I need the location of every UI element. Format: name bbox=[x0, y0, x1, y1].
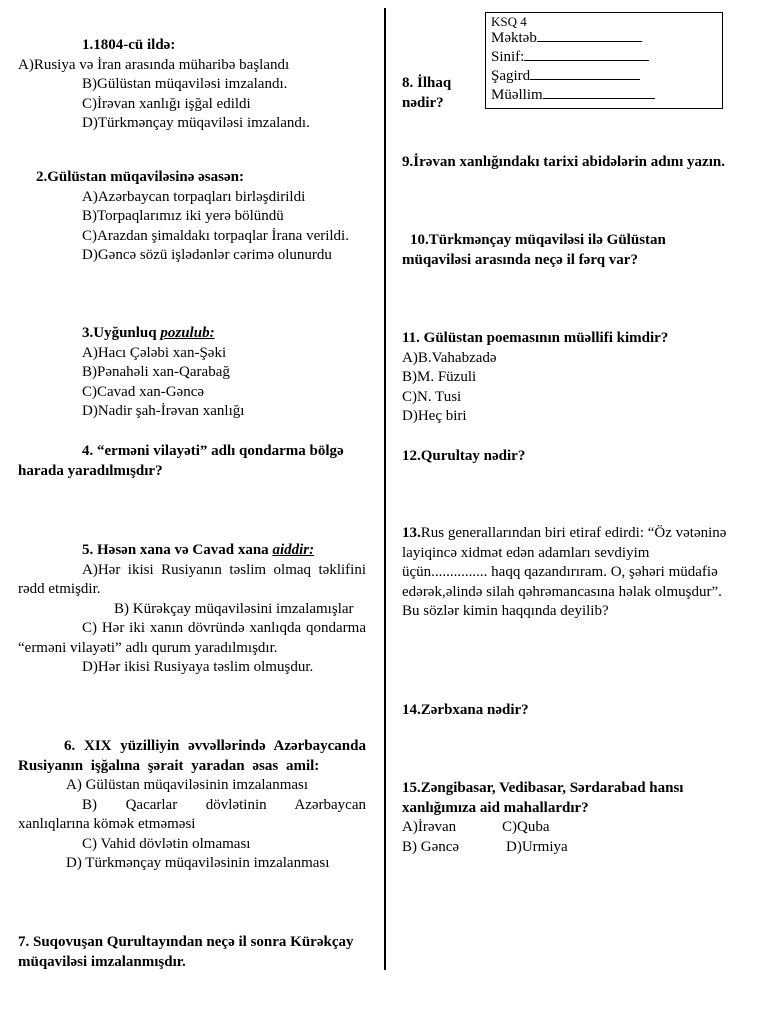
question-title: 5. Həsən xana və Cavad xana aiddir: bbox=[82, 542, 315, 558]
option-a[interactable]: A)Rusiya və İran arasında müharibə başlandı bbox=[18, 56, 290, 73]
question-2 bbox=[18, 168, 366, 266]
option-d[interactable]: D)Heç biri bbox=[402, 408, 467, 424]
option-d[interactable]: D) Türkmənçay müqaviləsinin imzalanması bbox=[66, 855, 330, 871]
student-field[interactable]: Şagird bbox=[491, 67, 717, 86]
option-d[interactable]: D)Hər ikisi Rusiyaya təslim olmuşdur. bbox=[82, 659, 314, 675]
option-b[interactable]: B) Gəncə bbox=[402, 838, 460, 855]
teacher-field[interactable]: Müəllim bbox=[491, 86, 717, 105]
question-title: 6. XIX yüzilliyin əvvəllərində Azərbaycanda Rusiyanın işğalına şərait yaradan əsas amil: bbox=[18, 738, 366, 774]
option-d[interactable]: D)Nadir şah-İrəvan xanlığı bbox=[82, 403, 245, 419]
option-d[interactable]: D)Urmiya bbox=[506, 838, 568, 855]
question-15 bbox=[402, 779, 732, 857]
option-b[interactable]: B)Torpaqlarımız iki yerə bölündü bbox=[82, 208, 284, 224]
option-b[interactable]: B) Kürəkçay müqaviləsini imzalamışlar bbox=[114, 600, 354, 617]
school-field[interactable]: Məktəb bbox=[491, 29, 717, 48]
question-1 bbox=[18, 36, 366, 134]
question-title-emphasis: aiddir: bbox=[272, 542, 315, 558]
question-title: 4. “erməni vilayəti” adlı qondarma bölgə harada yaradılmışdır? bbox=[18, 443, 344, 479]
question-title: 15.Zəngibasar, Vedibasar, Sərdarabad hansı xanlığımıza aid mahallardır? bbox=[402, 780, 684, 816]
question-12 bbox=[402, 447, 732, 467]
class-field[interactable]: Sinif: bbox=[491, 48, 717, 67]
question-title: 8. İlhaq nədir? bbox=[402, 75, 452, 111]
option-b[interactable]: B)Gülüstan müqaviləsi imzalandı. bbox=[82, 76, 288, 92]
option-c[interactable]: C)İrəvan xanlığı işğal edildi bbox=[82, 95, 251, 112]
option-c[interactable]: C) Vahid dövlətin olmaması bbox=[82, 835, 251, 852]
option-c[interactable]: C)Cavad xan-Gəncə bbox=[82, 383, 205, 400]
option-a[interactable]: A)Hər ikisi Rusiyanın təslim olmaq təklifini rədd etmişdir. bbox=[18, 561, 366, 597]
option-a[interactable]: A) Gülüstan müqaviləsinin imzalanması bbox=[66, 777, 309, 793]
question-11 bbox=[402, 329, 732, 427]
options-row-1 bbox=[402, 818, 732, 838]
question-title-emphasis: pozulub: bbox=[160, 325, 215, 341]
option-c[interactable]: C)Arazdan şimaldakı torpaqlar İrana verildi. bbox=[82, 227, 349, 244]
question-9 bbox=[402, 153, 732, 173]
test-code: KSQ 4 bbox=[491, 14, 527, 29]
question-title: 3.Uyğunluq pozulub: bbox=[82, 325, 215, 341]
question-title: 9.İrəvan xanlığındakı tarixi abidələrin adını yazın. bbox=[402, 154, 725, 170]
option-b[interactable]: B)Pənahəli xan-Qarabağ bbox=[82, 364, 230, 380]
question-title: 10.Türkmənçay müqaviləsi ilə Gülüstan müqaviləsi arasında neçə il fərq var? bbox=[402, 232, 666, 268]
option-a[interactable]: A)B.Vahabzadə bbox=[402, 349, 497, 366]
question-14 bbox=[402, 701, 732, 721]
column-divider bbox=[384, 8, 386, 970]
option-a[interactable]: A)Azərbaycan torpaqları birləşdirildi bbox=[82, 188, 306, 205]
question-10 bbox=[402, 231, 732, 270]
options-row-2 bbox=[402, 838, 732, 858]
option-d[interactable]: D)Türkmənçay müqaviləsi imzalandı. bbox=[82, 115, 310, 131]
option-d[interactable]: D)Gəncə sözü işlədənlər cərimə olunurdu bbox=[82, 247, 332, 263]
question-5 bbox=[18, 541, 366, 678]
question-8 bbox=[402, 74, 462, 113]
question-3 bbox=[18, 324, 366, 422]
option-c[interactable]: C)Quba bbox=[502, 819, 550, 835]
question-7 bbox=[18, 933, 366, 972]
question-title: 12.Qurultay nədir? bbox=[402, 448, 526, 464]
question-4 bbox=[18, 442, 366, 481]
question-title: 1.1804-cü ildə: bbox=[82, 37, 176, 53]
question-title: 2.Gülüstan müqaviləsinə əsasən: bbox=[36, 169, 244, 185]
question-6 bbox=[18, 737, 366, 874]
option-c[interactable]: C) Hər iki xanın dövründə xanlıqda qondarma “erməni vilayəti” adlı qurum yaradılmışdır. bbox=[18, 620, 366, 656]
option-c[interactable]: C)N. Tusi bbox=[402, 388, 462, 405]
question-title: 14.Zərbxana nədir? bbox=[402, 702, 529, 718]
question-title: 7. Suqovuşan Qurultayından neçə il sonra Kürəkçay müqaviləsi imzalanmışdır. bbox=[18, 934, 354, 970]
question-text: 13.Rus generallarından biri etiraf edirdi: “Öz vətəninə layiqincə xidmət edən adamları sevdiyim üçün............... haqq qazandırıram. O, şəhəri müdafiə edərək,əlində silah qəhrəmancasına həlak olmuşdur”. Bu sözlər kimin haqqında deyilib? bbox=[402, 525, 727, 619]
option-a[interactable]: A)İrəvan bbox=[402, 819, 457, 835]
header-info-box bbox=[485, 12, 723, 109]
option-b[interactable]: B) Qacarlar dövlətinin Azərbaycan xanlıqlarına kömək etməməsi bbox=[18, 796, 366, 832]
option-b[interactable]: B)M. Füzuli bbox=[402, 369, 477, 385]
option-a[interactable]: A)Hacı Çələbi xan-Şəki bbox=[82, 344, 227, 361]
question-13 bbox=[402, 524, 732, 622]
question-title: 11. Gülüstan poemasının müəllifi kimdir? bbox=[402, 330, 669, 346]
